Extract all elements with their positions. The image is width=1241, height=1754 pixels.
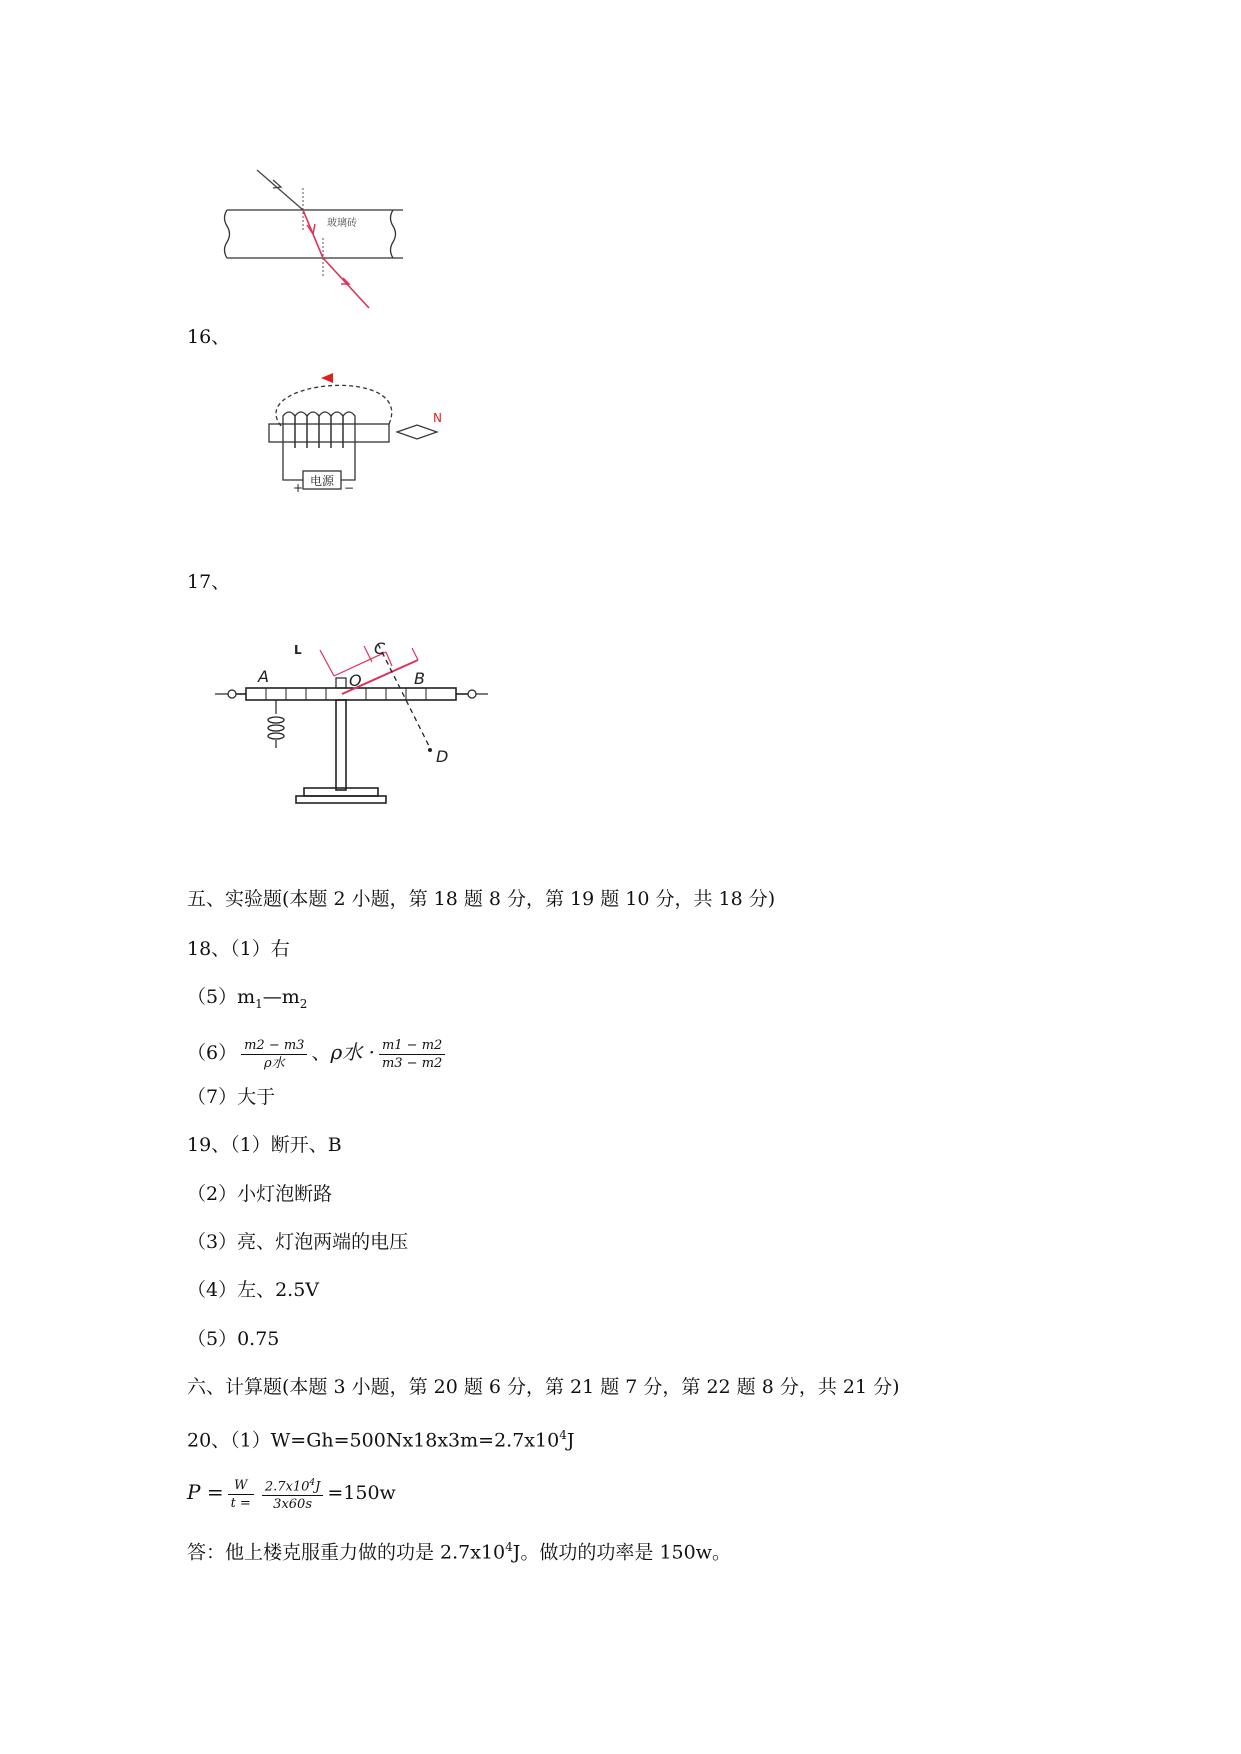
q18-part1: 18、（1）右 bbox=[187, 938, 290, 960]
q19-part1: 19、（1）断开、B bbox=[187, 1134, 342, 1156]
label-A: A bbox=[258, 667, 269, 686]
refraction-diagram bbox=[215, 160, 415, 310]
solenoid-diagram bbox=[245, 370, 465, 520]
section6-title: 六、计算题(本题 3 小题，第 20 题 6 分，第 21 题 7 分，第 22 题 8 分，共 21 分) bbox=[187, 1376, 900, 1398]
q19-part2: （2）小灯泡断路 bbox=[187, 1183, 333, 1205]
power-source-label: 电源 bbox=[309, 474, 335, 488]
label-B: B bbox=[414, 669, 425, 688]
q19-part5: （5）0.75 bbox=[187, 1328, 280, 1350]
q16-number: 16、 bbox=[187, 326, 231, 348]
north-pole-label: N bbox=[433, 411, 442, 425]
density-fraction-1: $\frac{m2 - m3}{\text{ρ水}}$ bbox=[241, 1038, 307, 1071]
q17-number: 17、 bbox=[187, 571, 231, 593]
positive-terminal: + bbox=[293, 481, 304, 495]
q19-part4: （4）左、2.5V bbox=[187, 1279, 320, 1301]
q19-part3: （3）亮、灯泡两端的电压 bbox=[187, 1231, 409, 1253]
label-C: C bbox=[374, 639, 386, 658]
q20-power-formula: P = $\frac{W}{t =}$ $\frac{2.7x10^4J}{3x60s}$ =150w bbox=[187, 1477, 396, 1513]
label-D: D bbox=[436, 747, 449, 766]
q20-answer: 答：他上楼克服重力做的功是 $2.7x10^4J$。做功的功率是 150w。 bbox=[187, 1540, 731, 1564]
power-fraction-2: $\frac{2.7x10^4J}{3x60s}$ bbox=[262, 1476, 324, 1512]
power-fraction-1: $\frac{W}{t =}$ bbox=[228, 1478, 254, 1511]
q18-part7: （7）大于 bbox=[187, 1086, 276, 1108]
lever-diagram bbox=[190, 630, 500, 810]
q18-part6: （6） $\frac{m2 - m3}{\text{ρ水}}$ 、ρ水 · $\frac{m1 - m2}{m3 - m2}$ bbox=[187, 1030, 449, 1075]
density-fraction-2: $\frac{m1 - m2}{m3 - m2}$ bbox=[379, 1038, 445, 1071]
q18-part5: $(5)m_1—m_2$ bbox=[187, 986, 308, 1011]
q20-work-formula: 20、$(1)W=Gh=500Nx18x3m=2.7x10^4J$ bbox=[187, 1428, 575, 1452]
glass-brick-label: 玻璃砖 bbox=[327, 218, 357, 229]
label-O: O bbox=[349, 671, 362, 690]
section5-title: 五、实验题(本题 2 小题，第 18 题 8 分，第 19 题 10 分，共 18 分) bbox=[187, 888, 776, 910]
negative-terminal: − bbox=[344, 481, 355, 495]
label-L: L bbox=[294, 643, 302, 657]
